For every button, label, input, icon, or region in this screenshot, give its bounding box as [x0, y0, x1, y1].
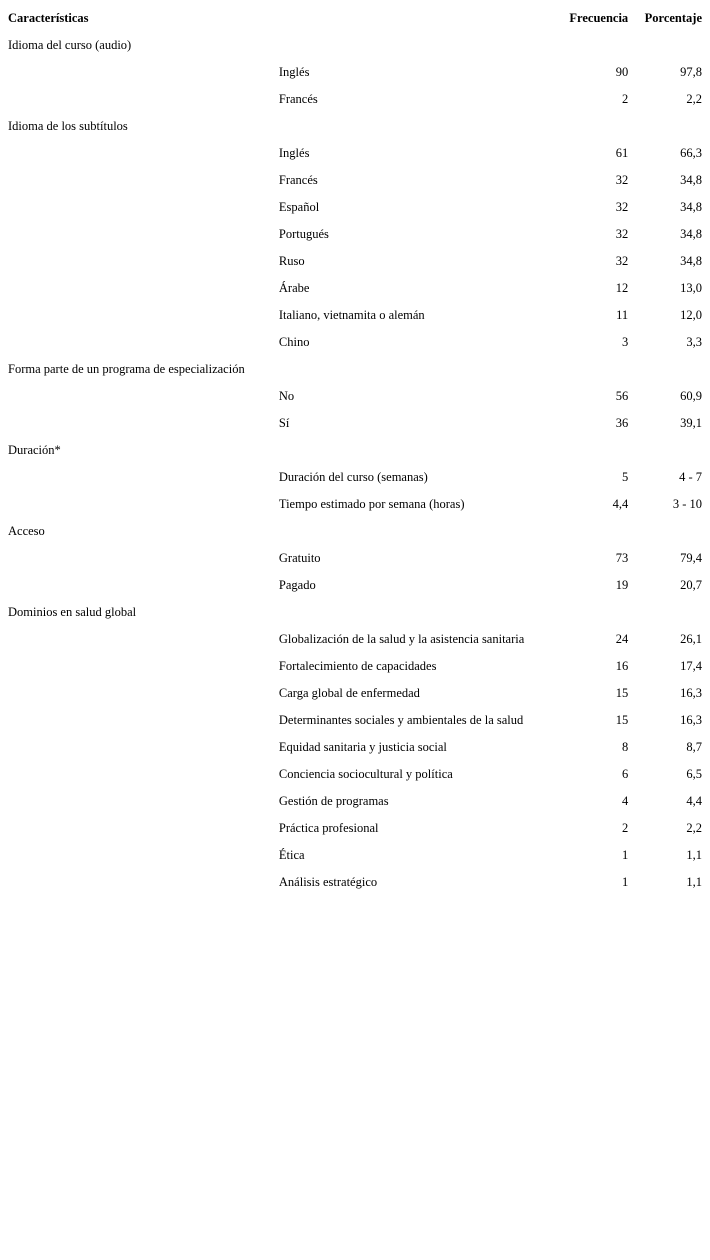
row-frequency: 8	[621, 740, 629, 754]
section-title: Forma parte de un programa de especialización	[8, 362, 245, 376]
row-percentage: 34,8	[680, 254, 702, 268]
table-row	[6, 221, 704, 248]
row-percentage: 4 - 7	[679, 470, 702, 484]
table-row	[6, 842, 704, 869]
table-row	[6, 491, 704, 518]
row-indent	[6, 248, 277, 275]
row-label: Análisis estratégico	[278, 875, 378, 889]
header-characteristics: Características	[8, 11, 89, 25]
row-indent	[6, 464, 277, 491]
row-indent	[6, 410, 277, 437]
row-label: Portugués	[278, 227, 329, 241]
table-row	[6, 302, 704, 329]
row-frequency: 32	[615, 227, 629, 241]
row-frequency: 19	[615, 578, 629, 592]
row-label: Francés	[278, 173, 318, 187]
table-row	[6, 59, 704, 86]
row-indent	[6, 815, 277, 842]
table-row	[6, 626, 704, 653]
row-frequency: 1	[621, 848, 629, 862]
header-percentage: Porcentaje	[644, 11, 702, 25]
row-frequency: 1	[621, 875, 629, 889]
table-row	[6, 761, 704, 788]
row-indent	[6, 761, 277, 788]
row-percentage: 1,1	[686, 875, 702, 889]
row-frequency: 61	[615, 146, 629, 160]
table-row	[6, 707, 704, 734]
table-row	[6, 464, 704, 491]
row-frequency: 4	[621, 794, 629, 808]
row-frequency: 32	[615, 254, 629, 268]
row-label: Español	[278, 200, 320, 214]
row-label: Ética	[278, 848, 305, 862]
table-row	[6, 869, 704, 896]
row-indent	[6, 545, 277, 572]
row-frequency: 56	[615, 389, 629, 403]
row-percentage: 3 - 10	[672, 497, 702, 511]
row-label: Gestión de programas	[278, 794, 389, 808]
table-row	[6, 815, 704, 842]
header-row	[6, 5, 704, 32]
row-indent	[6, 734, 277, 761]
row-label: Sí	[278, 416, 290, 430]
row-label: Fortalecimiento de capacidades	[278, 659, 437, 673]
table-body	[6, 32, 704, 896]
row-frequency: 2	[621, 92, 629, 106]
row-percentage: 12,0	[680, 308, 702, 322]
row-indent	[6, 842, 277, 869]
header-frequency: Frecuencia	[569, 11, 629, 25]
row-label: Globalización de la salud y la asistencia sanitaria	[278, 632, 525, 646]
row-percentage: 17,4	[680, 659, 702, 673]
row-label: Árabe	[278, 281, 310, 295]
row-indent	[6, 491, 277, 518]
row-percentage: 79,4	[680, 551, 702, 565]
row-frequency: 15	[615, 713, 629, 727]
section-row	[6, 356, 704, 383]
row-percentage: 8,7	[686, 740, 702, 754]
row-percentage: 1,1	[686, 848, 702, 862]
row-indent	[6, 302, 277, 329]
row-label: Francés	[278, 92, 318, 106]
section-row	[6, 518, 704, 545]
row-label: Práctica profesional	[278, 821, 379, 835]
table-row	[6, 383, 704, 410]
section-row	[6, 599, 704, 626]
section-title: Idioma de los subtítulos	[8, 119, 128, 133]
section-row	[6, 32, 704, 59]
table-row	[6, 275, 704, 302]
row-percentage: 20,7	[680, 578, 702, 592]
row-percentage: 66,3	[680, 146, 702, 160]
section-row	[6, 113, 704, 140]
table-row	[6, 329, 704, 356]
row-label: Equidad sanitaria y justicia social	[278, 740, 447, 754]
row-frequency: 16	[615, 659, 629, 673]
section-title: Acceso	[8, 524, 45, 538]
row-label: Chino	[278, 335, 310, 349]
row-frequency: 5	[621, 470, 629, 484]
row-percentage: 16,3	[680, 686, 702, 700]
row-label: Italiano, vietnamita o alemán	[278, 308, 425, 322]
row-frequency: 11	[616, 308, 629, 322]
row-percentage: 2,2	[686, 92, 702, 106]
table-row	[6, 140, 704, 167]
row-label: Tiempo estimado por semana (horas)	[278, 497, 465, 511]
row-indent	[6, 653, 277, 680]
row-percentage: 16,3	[680, 713, 702, 727]
row-label: Pagado	[278, 578, 316, 592]
row-percentage: 39,1	[680, 416, 702, 430]
row-indent	[6, 275, 277, 302]
row-indent	[6, 194, 277, 221]
row-frequency: 15	[615, 686, 629, 700]
row-percentage: 34,8	[680, 173, 702, 187]
row-label: Duración del curso (semanas)	[278, 470, 428, 484]
row-indent	[6, 86, 277, 113]
row-percentage: 34,8	[680, 200, 702, 214]
row-label: Determinantes sociales y ambientales de la salud	[278, 713, 524, 727]
row-label: Carga global de enfermedad	[278, 686, 420, 700]
row-label: Ruso	[278, 254, 305, 268]
table-row	[6, 86, 704, 113]
table-row	[6, 194, 704, 221]
characteristics-table	[6, 5, 704, 896]
table-row	[6, 167, 704, 194]
table-row	[6, 653, 704, 680]
row-indent	[6, 329, 277, 356]
row-frequency: 36	[615, 416, 629, 430]
row-frequency: 12	[615, 281, 629, 295]
row-frequency: 32	[615, 200, 629, 214]
row-indent	[6, 383, 277, 410]
row-percentage: 34,8	[680, 227, 702, 241]
row-indent	[6, 680, 277, 707]
row-percentage: 3,3	[686, 335, 702, 349]
row-percentage: 2,2	[686, 821, 702, 835]
table-row	[6, 572, 704, 599]
row-indent	[6, 707, 277, 734]
row-percentage: 97,8	[680, 65, 702, 79]
section-title: Idioma del curso (audio)	[8, 38, 132, 52]
row-percentage: 4,4	[686, 794, 702, 808]
row-frequency: 4,4	[612, 497, 629, 511]
header-spacer	[277, 5, 556, 32]
row-label: Inglés	[278, 65, 310, 79]
row-label: Inglés	[278, 146, 310, 160]
row-indent	[6, 788, 277, 815]
row-label: Conciencia sociocultural y política	[278, 767, 453, 781]
table-row	[6, 788, 704, 815]
row-indent	[6, 167, 277, 194]
table-row	[6, 680, 704, 707]
row-indent	[6, 59, 277, 86]
table-row	[6, 248, 704, 275]
row-percentage: 26,1	[680, 632, 702, 646]
row-percentage: 6,5	[686, 767, 702, 781]
row-indent	[6, 869, 277, 896]
row-label: Gratuito	[278, 551, 321, 565]
table-row	[6, 545, 704, 572]
row-frequency: 32	[615, 173, 629, 187]
table-row	[6, 734, 704, 761]
row-indent	[6, 140, 277, 167]
row-frequency: 90	[615, 65, 629, 79]
row-frequency: 2	[621, 821, 629, 835]
row-percentage: 60,9	[680, 389, 702, 403]
section-row	[6, 437, 704, 464]
row-indent	[6, 572, 277, 599]
table-row	[6, 410, 704, 437]
row-indent	[6, 221, 277, 248]
row-frequency: 6	[621, 767, 629, 781]
row-frequency: 73	[615, 551, 629, 565]
row-indent	[6, 626, 277, 653]
row-frequency: 3	[621, 335, 629, 349]
row-label: No	[278, 389, 295, 403]
section-title: Duración*	[8, 443, 61, 457]
row-percentage: 13,0	[680, 281, 702, 295]
row-frequency: 24	[615, 632, 629, 646]
section-title: Dominios en salud global	[8, 605, 137, 619]
